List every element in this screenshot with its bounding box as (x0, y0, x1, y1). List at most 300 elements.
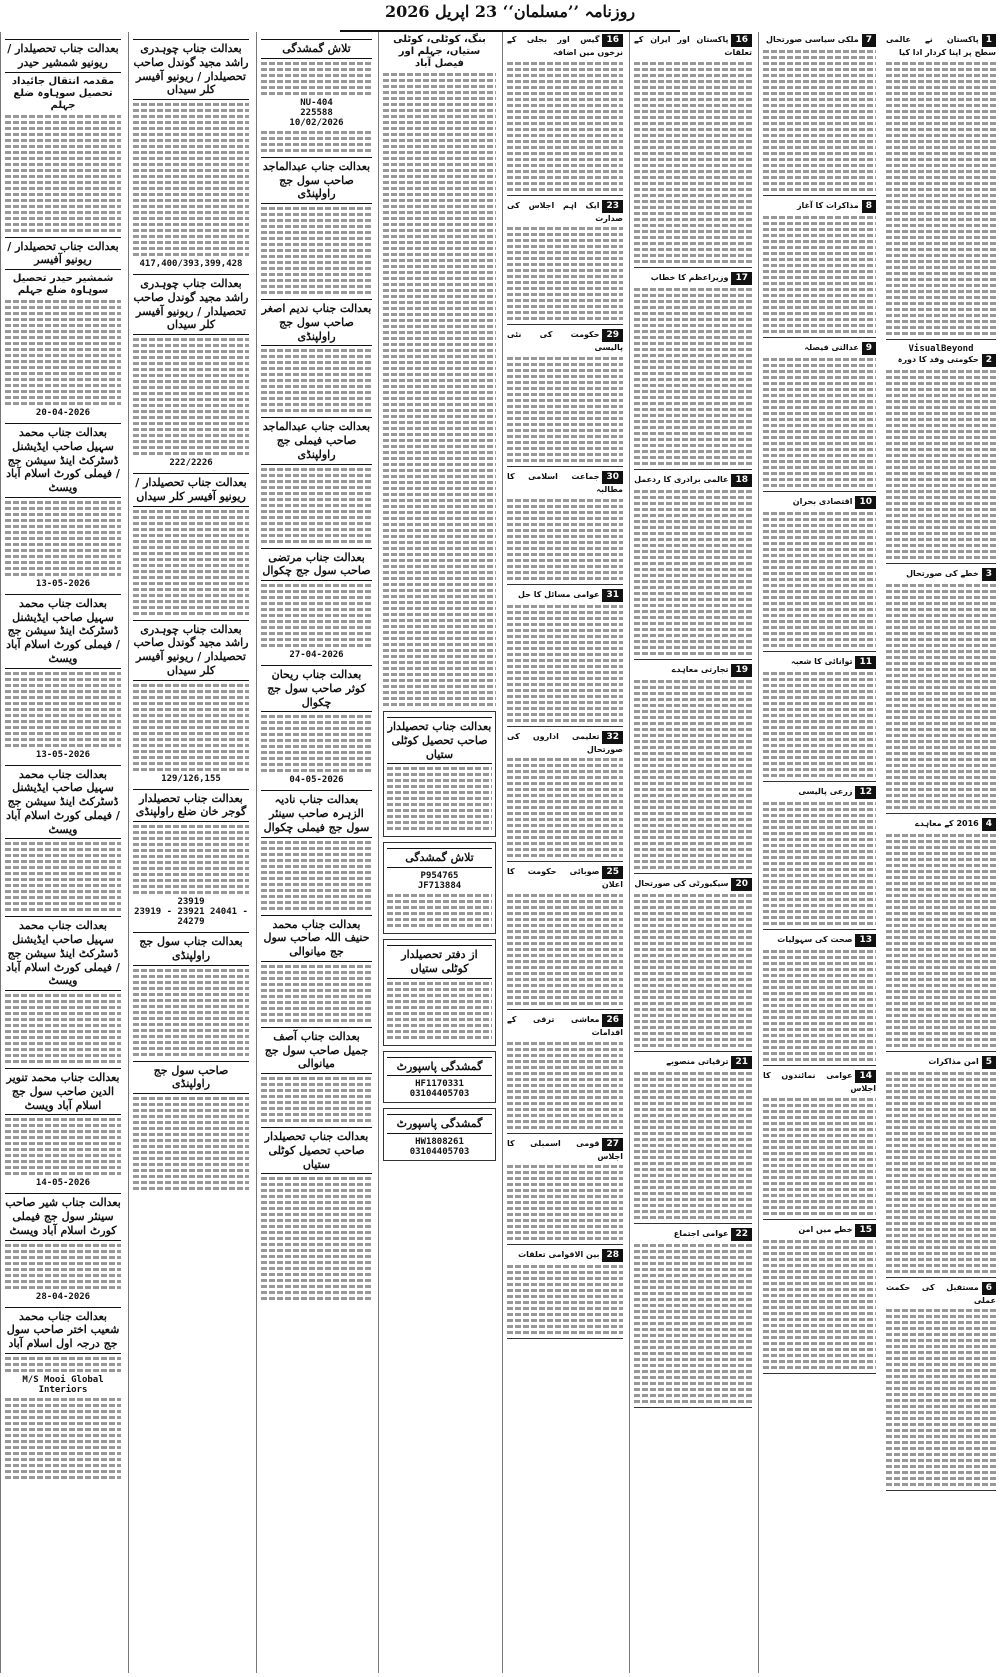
text-line (507, 245, 623, 248)
text-line (634, 930, 752, 933)
text-line (886, 590, 996, 593)
text-line (886, 990, 996, 993)
text-line (886, 1270, 996, 1273)
item-lead: عوامی مسائل کا حل (518, 589, 600, 599)
text-line (886, 332, 996, 335)
text-line (507, 1054, 623, 1057)
item-lead: حکومت کی نئی پالیسی (507, 330, 623, 353)
text-line (507, 529, 623, 532)
notice-body (5, 672, 121, 747)
text-line (886, 170, 996, 173)
text-line (507, 92, 623, 95)
text-line (634, 1256, 752, 1259)
text-line (634, 758, 752, 761)
text-line (507, 966, 623, 969)
text-line (507, 357, 623, 360)
text-line (886, 620, 996, 623)
text-line (886, 188, 996, 191)
text-line (507, 794, 623, 797)
notice-body (387, 894, 492, 927)
text-line (507, 1319, 623, 1322)
text-line (763, 400, 876, 403)
text-line (763, 638, 876, 641)
notice-body (261, 715, 372, 772)
text-line (763, 750, 876, 753)
text-line (634, 574, 752, 577)
notice-header: بعدالت جناب محمد حنیف اللہ صاحب سول جج میانوالی (261, 915, 372, 962)
news-item (634, 34, 752, 268)
text-line (763, 584, 876, 587)
text-line (763, 330, 876, 333)
text-line (763, 1104, 876, 1107)
text-line (507, 227, 623, 230)
text-line (886, 1465, 996, 1468)
text-line (507, 906, 623, 909)
contact-phone: 03104405703 (409, 1147, 470, 1157)
text-line (634, 966, 752, 969)
text-line (634, 538, 752, 541)
text-line (507, 788, 623, 791)
notice-header: بعدالت جناب ندیم اصغر صاحب سول جج راولپنڈی (261, 299, 372, 346)
notice-body (261, 965, 372, 1022)
text-line (886, 394, 996, 397)
text-line (634, 924, 752, 927)
text-line (886, 1192, 996, 1195)
text-line (507, 80, 623, 83)
text-line (634, 1400, 752, 1403)
text-line (634, 1216, 752, 1219)
text-line (634, 496, 752, 499)
text-line (763, 814, 876, 817)
text-line (886, 146, 996, 149)
text-line (507, 1060, 623, 1063)
text-line (634, 818, 752, 821)
text-line (886, 496, 996, 499)
text-line (507, 369, 623, 372)
text-line (634, 776, 752, 779)
notice-date: 20-04-2026 (35, 408, 91, 418)
text-line (634, 254, 752, 257)
text-line (886, 104, 996, 107)
text-line (507, 1177, 623, 1180)
text-line (763, 1110, 876, 1113)
text-line (886, 1020, 996, 1023)
text-line (886, 68, 996, 71)
text-line (886, 436, 996, 439)
text-line (507, 188, 623, 191)
text-line (886, 626, 996, 629)
news-item (634, 272, 752, 470)
text-line (886, 1252, 996, 1255)
text-line (886, 912, 996, 915)
text-line (763, 572, 876, 575)
text-line (507, 1325, 623, 1328)
text-line (634, 1286, 752, 1289)
text-line (507, 116, 623, 119)
text-line (763, 152, 876, 155)
passport-number: HW1808261 (415, 1137, 464, 1147)
text-line (886, 296, 996, 299)
news-item (886, 1282, 996, 1492)
notice-header: بعدالت جناب تحصیلدار / ریونیو شمشیر حیدر (5, 39, 121, 73)
text-line (763, 1318, 876, 1321)
text-line (507, 98, 623, 101)
text-line (634, 900, 752, 903)
text-line (763, 1194, 876, 1197)
text-line (507, 164, 623, 167)
news-item (763, 934, 876, 1066)
text-line (634, 140, 752, 143)
text-line (763, 258, 876, 261)
text-line (763, 1294, 876, 1297)
text-line (763, 690, 876, 693)
text-line (763, 388, 876, 391)
text-line (886, 1038, 996, 1041)
text-line (886, 1423, 996, 1426)
text-line (634, 1262, 752, 1265)
text-line (763, 484, 876, 487)
text-line (763, 128, 876, 131)
notice-body (5, 1244, 121, 1289)
text-line (886, 1381, 996, 1384)
text-line (763, 1348, 876, 1351)
notice-body (5, 1398, 121, 1479)
text-line (507, 311, 623, 314)
text-line (634, 616, 752, 619)
notice-body (5, 1118, 121, 1175)
text-line (634, 1394, 752, 1397)
vehicle-number: NU-404 (300, 97, 333, 108)
text-line (634, 450, 752, 453)
text-line (634, 782, 752, 785)
notice-header: صاحب سول جج راولپنڈی (133, 1061, 249, 1095)
text-line (886, 1357, 996, 1360)
text-line (763, 892, 876, 895)
news-item (763, 656, 876, 782)
text-line (763, 620, 876, 623)
item-lead: مذاکرات کا آغاز (796, 201, 859, 211)
text-line (507, 565, 623, 568)
text-line (763, 164, 876, 167)
text-line (634, 716, 752, 719)
text-line (886, 1084, 996, 1087)
news-item (634, 1056, 752, 1224)
text-line (507, 571, 623, 574)
text-line (886, 176, 996, 179)
notice-header: بعدالت جناب عبدالماجد صاحب سول جج راولپنڈی (261, 157, 372, 204)
text-line (634, 212, 752, 215)
text-line (886, 1459, 996, 1462)
text-line (763, 1016, 876, 1019)
text-line (507, 299, 623, 302)
text-line (886, 996, 996, 999)
text-line (634, 62, 752, 65)
text-line (886, 776, 996, 779)
text-line (886, 656, 996, 659)
text-line (886, 1008, 996, 1011)
item-lead: پاکستان اور ایران کے تعلقات (634, 35, 752, 58)
text-line (763, 1312, 876, 1315)
text-line (507, 936, 623, 939)
text-line (886, 460, 996, 463)
text-line (634, 420, 752, 423)
notice-header: تلاش گمشدگی (387, 848, 492, 868)
text-line (886, 1405, 996, 1408)
text-line (634, 1020, 752, 1023)
news-item (763, 200, 876, 338)
text-line (507, 930, 623, 933)
text-line (886, 454, 996, 457)
text-line (763, 898, 876, 901)
item-number-badge: 1 (982, 34, 996, 47)
text-line (886, 400, 996, 403)
text-line (507, 399, 623, 402)
text-line (886, 662, 996, 665)
text-line (763, 116, 876, 119)
text-line (886, 584, 996, 587)
text-line (763, 1270, 876, 1273)
notice-body (261, 468, 372, 543)
text-line (763, 874, 876, 877)
notice-header: بعدالت جناب محمد سہیل صاحب ایڈیشنل ڈسٹرکٹ اینڈ سیشن جج / فیملی کورٹ اسلام آباد ویسٹ (5, 423, 121, 498)
text-line (763, 318, 876, 321)
notice-body (261, 207, 372, 294)
text-line (886, 1447, 996, 1450)
text-line (634, 680, 752, 683)
text-line (507, 1219, 623, 1222)
text-line (763, 808, 876, 811)
text-line (634, 734, 752, 737)
text-line (507, 1295, 623, 1298)
text-line (634, 1090, 752, 1093)
notice-body (261, 1077, 372, 1122)
firm-name: M/S Mooi Global Interiors (22, 1374, 104, 1395)
text-line (634, 342, 752, 345)
text-line (763, 1360, 876, 1363)
text-line (763, 838, 876, 841)
text-line (763, 998, 876, 1001)
text-line (507, 541, 623, 544)
text-line (634, 224, 752, 227)
text-line (763, 862, 876, 865)
text-line (634, 1180, 752, 1183)
text-line (634, 80, 752, 83)
classified-ad (383, 939, 496, 1046)
text-line (886, 116, 996, 119)
text-line (763, 608, 876, 611)
text-line (507, 1120, 623, 1123)
text-line (634, 592, 752, 595)
text-line (634, 330, 752, 333)
text-line (763, 1276, 876, 1279)
text-line (634, 116, 752, 119)
text-line (763, 448, 876, 451)
text-line (634, 1298, 752, 1301)
item-number-badge: 7 (862, 34, 876, 47)
notice-date: 14-05-2026 (35, 1178, 91, 1189)
text-line (763, 1336, 876, 1339)
text-line (886, 320, 996, 323)
text-line (763, 358, 876, 361)
news-item (507, 1249, 623, 1339)
text-line (507, 671, 623, 674)
text-line (634, 1334, 752, 1337)
item-lead: سیکیورٹی کی صورتحال (634, 878, 729, 888)
text-line (507, 1313, 623, 1316)
text-line (763, 430, 876, 433)
text-line (507, 110, 623, 113)
item-number-badge: 32 (602, 731, 623, 744)
text-line (886, 1309, 996, 1312)
text-line (507, 978, 623, 981)
text-line (763, 992, 876, 995)
text-line (634, 842, 752, 845)
text-line (763, 1264, 876, 1267)
text-line (634, 586, 752, 589)
text-line (763, 832, 876, 835)
text-line (507, 764, 623, 767)
text-line (634, 788, 752, 791)
text-line (886, 122, 996, 125)
text-line (886, 284, 996, 287)
text-line (763, 80, 876, 83)
notice-body (133, 103, 249, 256)
text-line (634, 182, 752, 185)
item-lead: حکومتی وفد کا دورہ (897, 354, 979, 364)
text-line (763, 466, 876, 469)
text-line (507, 842, 623, 845)
text-line (634, 242, 752, 245)
notice-body (261, 584, 372, 647)
text-line (886, 840, 996, 843)
text-line (507, 363, 623, 366)
item-number-badge: 30 (602, 471, 623, 484)
text-line (634, 894, 752, 897)
item-number-badge: 18 (731, 474, 752, 487)
text-line (886, 1369, 996, 1372)
text-line (507, 74, 623, 77)
text-line (763, 50, 876, 53)
text-line (763, 240, 876, 243)
text-line (634, 1008, 752, 1011)
item-lead: بین الاقوامی تعلقات (518, 1250, 600, 1260)
item-number-badge: 29 (602, 329, 623, 342)
text-line (763, 412, 876, 415)
text-line (634, 86, 752, 89)
text-line (886, 650, 996, 653)
vehicle-number: P954765 (420, 871, 459, 881)
text-line (763, 566, 876, 569)
text-line (763, 560, 876, 563)
notice-body (261, 349, 372, 412)
text-line (886, 182, 996, 185)
item-number-badge: 14 (855, 1070, 876, 1083)
text-line (763, 1028, 876, 1031)
text-line (634, 1376, 752, 1379)
text-line (634, 972, 752, 975)
text-line (886, 602, 996, 605)
text-line (634, 170, 752, 173)
text-line (634, 1280, 752, 1283)
text-line (763, 678, 876, 681)
text-line (634, 740, 752, 743)
text-line (763, 74, 876, 77)
text-line (886, 948, 996, 951)
text-line (763, 454, 876, 457)
text-line (763, 548, 876, 551)
notice-header: بعدالت جناب مرتضی صاحب سول جج چکوال (261, 548, 372, 582)
text-line (886, 1002, 996, 1005)
text-line (507, 1114, 623, 1117)
text-line (886, 632, 996, 635)
text-line (763, 264, 876, 267)
text-line (763, 1200, 876, 1203)
item-number-badge: 22 (731, 1228, 752, 1241)
text-line (634, 610, 752, 613)
text-line (507, 239, 623, 242)
text-line (634, 188, 752, 191)
text-line (634, 1310, 752, 1313)
text-line (634, 978, 752, 981)
text-line (634, 1156, 752, 1159)
text-line (634, 1186, 752, 1189)
text-line (886, 448, 996, 451)
text-line (763, 122, 876, 125)
text-line (507, 140, 623, 143)
vehicle-number: JF713884 (417, 881, 462, 891)
text-line (507, 641, 623, 644)
text-line (634, 110, 752, 113)
text-line (634, 1132, 752, 1135)
item-lead: عوامی نمائندوں کا اجلاس (763, 1071, 876, 1094)
text-line (634, 1144, 752, 1147)
text-line (763, 1212, 876, 1215)
text-line (634, 384, 752, 387)
text-line (763, 246, 876, 249)
column-2 (128, 32, 253, 1673)
text-line (507, 713, 623, 716)
item-number-badge: 10 (855, 496, 876, 509)
text-line (886, 272, 996, 275)
text-line (886, 882, 996, 885)
text-line (507, 695, 623, 698)
notice-header: بعدالت جناب چوہدری راشد مجید گوندل صاحب تحصیلدار / ریونیو آفیسر کلر سیداں (133, 620, 249, 681)
text-line (634, 1096, 752, 1099)
text-line (763, 602, 876, 605)
text-line (634, 854, 752, 857)
text-line (507, 547, 623, 550)
text-line (507, 429, 623, 432)
text-line (634, 146, 752, 149)
text-line (634, 426, 752, 429)
text-line (507, 68, 623, 71)
text-line (507, 689, 623, 692)
text-line (507, 818, 623, 821)
text-line (886, 1186, 996, 1189)
text-line (886, 508, 996, 511)
item-number-badge: 16 (602, 34, 623, 47)
text-line (507, 281, 623, 284)
text-line (886, 86, 996, 89)
text-line (886, 740, 996, 743)
notice-header: تلاش گمشدگی (261, 39, 372, 59)
text-line (634, 134, 752, 137)
text-line (634, 402, 752, 405)
item-number-badge: 17 (731, 272, 752, 285)
text-line (886, 894, 996, 897)
item-number-badge: 12 (855, 786, 876, 799)
text-line (886, 1162, 996, 1165)
